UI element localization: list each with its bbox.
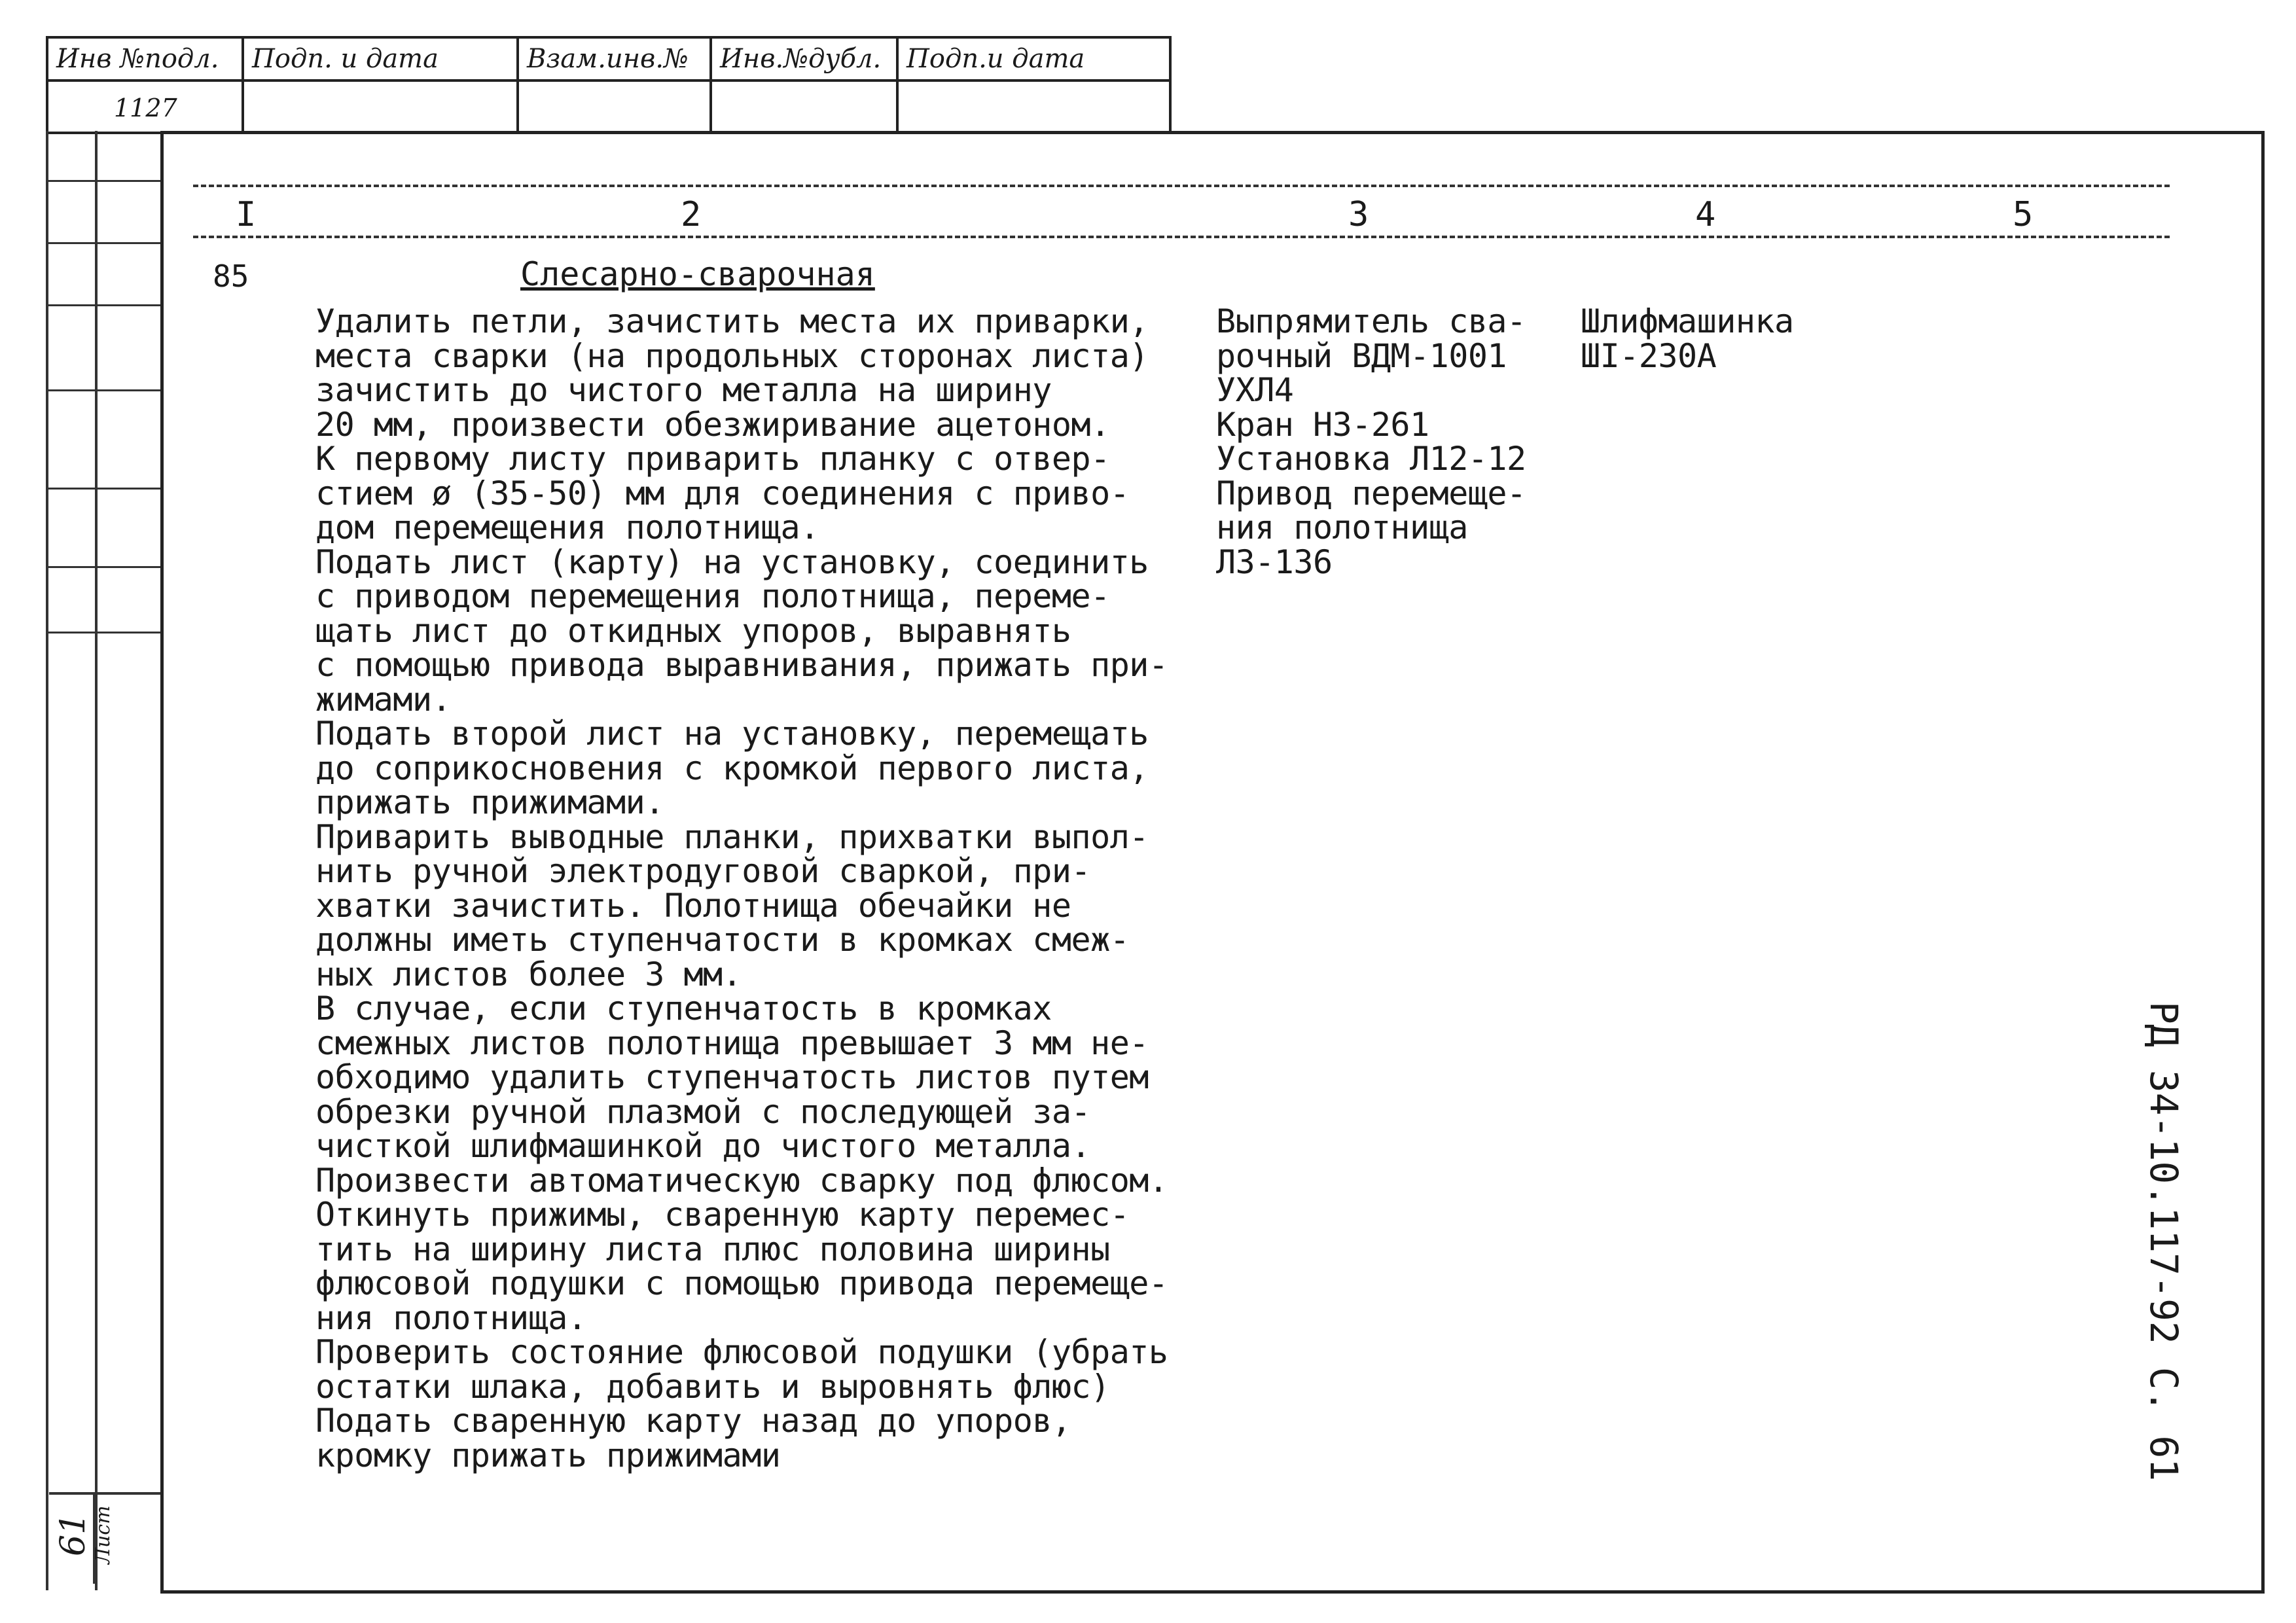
- text-line: ЛЗ-136: [1216, 543, 1333, 581]
- text-line: жимами.: [315, 680, 452, 719]
- text-line: с приводом перемещения полотнища, переме-: [315, 577, 1110, 615]
- text-line: Привод перемеще-: [1216, 474, 1526, 512]
- text-line: Шлифмашинка: [1581, 302, 1794, 340]
- text-line: ных листов более 3 мм.: [315, 955, 742, 993]
- sheet-number: 61: [54, 1512, 93, 1557]
- text-line: места сварки (на продольных сторонах листа): [315, 336, 1149, 375]
- operation-code: 85: [213, 259, 249, 294]
- text-line: Подать сваренную карту назад до упоров,: [315, 1402, 1071, 1440]
- text-line: обходимо удалить ступенчатость листов путем: [315, 1058, 1149, 1096]
- column-header-top-rule: [193, 185, 2170, 187]
- text-line: смежных листов полотнища превышает 3 мм не-: [315, 1024, 1149, 1062]
- text-line: 20 мм, произвести обезжиривание ацетоном.: [315, 405, 1110, 444]
- text-line: Подать лист (карту) на установку, соединить: [315, 543, 1149, 581]
- equipment-list: [1216, 304, 1526, 579]
- text-line: К первому листу приварить планку с отвер-: [315, 440, 1110, 478]
- sheet-label: Лист: [92, 1505, 115, 1564]
- text-line: Откинуть прижимы, сваренную карту перемес-: [315, 1196, 1130, 1234]
- stamp-header-inv-duplicate: Инв.№дубл.: [720, 44, 882, 74]
- stamp-header-signature-date-2: Подп.и дата: [906, 44, 1085, 74]
- text-line: рочный ВДМ-1001: [1216, 336, 1507, 375]
- text-line: обрезки ручной плазмой с последующей за-: [315, 1092, 1091, 1131]
- text-line: с помощью привода выравнивания, прижать при-: [315, 646, 1168, 684]
- stamp-header-inv-original: Инв №подл.: [56, 44, 219, 74]
- column-number-1: I: [236, 195, 257, 234]
- text-line: В случае, если ступенчатость в кромках: [315, 990, 1052, 1027]
- text-line: ШI-230А: [1581, 336, 1717, 375]
- stamp-value-inv-original: 1127: [114, 94, 177, 122]
- text-line: тить на ширину листа плюс половина ширины: [315, 1230, 1110, 1268]
- text-line: стием ø (35-50) мм для соединения с приво-: [315, 474, 1130, 512]
- text-line: Выпрямитель сва-: [1216, 302, 1526, 340]
- text-line: должны иметь ступенчатости в кромках смеж-: [315, 921, 1130, 959]
- document-code: РД 34-10.117-92 С. 61: [2142, 1001, 2186, 1482]
- text-line: ния полотнища.: [315, 1298, 587, 1337]
- text-line: нить ручной электродуговой сваркой, при-: [315, 852, 1091, 890]
- text-line: Проверить состояние флюсовой подушки (убрать: [315, 1333, 1168, 1371]
- text-line: флюсовой подушки с помощью привода перемеще-: [315, 1264, 1168, 1302]
- column-number-5: 5: [2013, 195, 2034, 234]
- text-line: Приварить выводные планки, прихватки выпол-: [315, 817, 1149, 856]
- text-line: УХЛ4: [1216, 371, 1294, 409]
- column-number-4: 4: [1695, 195, 1716, 234]
- text-line: щать лист до откидных упоров, выравнять: [315, 611, 1071, 650]
- binding-strip: [46, 131, 160, 1590]
- column-number-2: 2: [681, 195, 702, 234]
- operation-content: [315, 304, 1168, 1472]
- tool-list: [1581, 304, 1794, 373]
- text-line: дом перемещения полотнища.: [315, 508, 819, 546]
- text-line: Подать второй лист на установку, перемещать: [315, 715, 1149, 753]
- stamp-header-signature-date: Подп. и дата: [252, 44, 439, 74]
- text-line: Произвести автоматическую сварку под флюсом.: [315, 1161, 1168, 1200]
- text-line: Установка Л12-12: [1216, 440, 1526, 478]
- text-line: кромку прижать прижимами: [315, 1436, 781, 1474]
- text-line: прижать прижимами.: [315, 783, 664, 821]
- text-line: Кран НЗ-261: [1216, 405, 1429, 444]
- text-line: ния полотнища: [1216, 508, 1468, 546]
- column-number-3: 3: [1348, 195, 1369, 234]
- column-header-bottom-rule: [193, 236, 2170, 238]
- operation-title: Слесарно-сварочная: [520, 255, 875, 293]
- text-line: чисткой шлифмашинкой до чистого металла.: [315, 1127, 1091, 1165]
- text-line: хватки зачистить. Полотнища обечайки не: [315, 886, 1071, 925]
- approval-stamp-table: [46, 36, 1172, 134]
- text-line: Удалить петли, зачистить места их приварки,: [315, 302, 1149, 340]
- text-line: до соприкосновения с кромкой первого листа,: [315, 749, 1149, 787]
- stamp-header-replace-inv: Взам.инв.№: [527, 44, 689, 74]
- text-line: остатки шлака, добавить и выровнять флюс): [315, 1367, 1110, 1406]
- text-line: зачистить до чистого металла на ширину: [315, 371, 1052, 409]
